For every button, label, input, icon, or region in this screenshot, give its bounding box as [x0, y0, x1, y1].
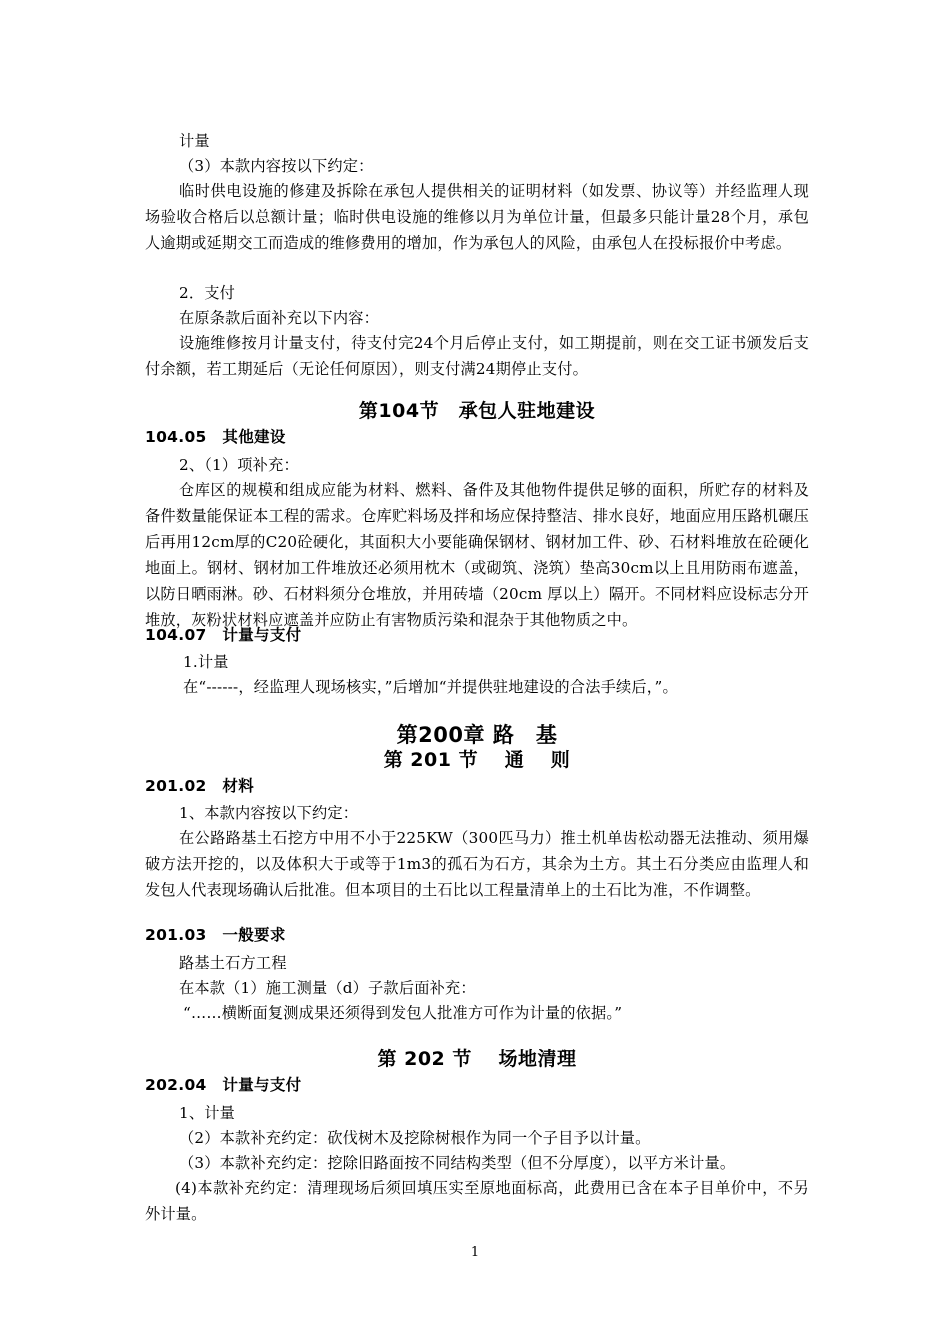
paragraph: （3）本款补充约定：挖除旧路面按不同结构类型（但不分厚度），以平方米计量。 — [179, 1154, 736, 1172]
paragraph: 在“------，经监理人现场核实，”后增加“并提供驻地建设的合法手续后，”。 — [183, 678, 678, 696]
section-heading: 第 201 节 通 则 — [383, 749, 571, 771]
paragraph: 仓库区的规模和组成应能为材料、燃料、备件及其他物件提供足够的面积，所贮存的材料及备件数量能保证本工程的需求。仓库贮料场及拌和场应保持整洁、排水良好，地面应用压路机碾压后再用12cm厚的C20砼硬化，其面积大小要能确保钢材、钢材加工件、砂、石材料堆放在砼硬化地面上。钢材、钢材加工件堆放还必须用枕木（或砌筑、浇筑）垫高30cm以上且用防雨布遮盖，以防日晒雨淋。砂、石材料须分仓堆放，并用砖墙（20cm 厚以上）隔开。不同材料应设标志分开堆放，灰粉状材料应遮盖并应防止有害物质污染和混杂于其他物质之中。 — [145, 481, 809, 629]
paragraph: 路基土石方工程 — [179, 954, 287, 972]
paragraph: “……横断面复测成果还须得到发包人批准方可作为计量的依据。” — [183, 1004, 623, 1022]
paragraph: （3）本款内容按以下约定： — [179, 157, 374, 175]
paragraph: (4)本款补充约定：清理现场后须回填压实至原地面标高，此费用已含在本子目单价中，不另外计量。 — [145, 1179, 809, 1223]
paragraph: （2）本款补充约定：砍伐树木及挖除树根作为同一个子目予以计量。 — [179, 1129, 651, 1147]
section-heading: 第 202 节 场地清理 — [377, 1048, 577, 1070]
paragraph: 临时供电设施的修建及拆除在承包人提供相关的证明材料（如发票、协议等）并经监理人现场验收合格后以总额计量；临时供电设施的维修以月为单位计量，但最多只能计量28个月，承包人逾期或延期交工而造成的维修费用的增加，作为承包人的风险，由承包人在投标报价中考虑。 — [145, 182, 809, 252]
section-heading: 第104节 承包人驻地建设 — [358, 400, 596, 422]
paragraph: 设施维修按月计量支付，待支付完24个月后停止支付，如工期提前，则在交工证书颁发后支付余额，若工期延后（无论任何原因），则支付满24期停止支付。 — [145, 334, 809, 378]
subsection-heading: 201.02 材料 — [145, 777, 255, 795]
chapter-heading: 第200章 路 基 — [396, 723, 558, 747]
subsection-heading: 201.03 一般要求 — [145, 926, 286, 944]
subsection-heading: 104.05 其他建设 — [145, 428, 286, 446]
paragraph: 在公路路基土石挖方中用不小于225KW（300匹马力）推土机单齿松动器无法推动、须用爆破方法开挖的，以及体积大于或等于1m3的孤石为石方，其余为土方。其土石分类应由监理人和发包人代表现场确认后批准。但本项目的土石比以工程量清单上的土石比为准，不作调整。 — [145, 829, 809, 899]
page-number: 1 — [470, 1245, 480, 1260]
paragraph: 1、本款内容按以下约定： — [179, 804, 359, 822]
paragraph: 2．支付 — [179, 284, 236, 302]
paragraph: 2、（1）项补充： — [179, 456, 299, 474]
paragraph: 在本款（1）施工测量（d）子款后面补充： — [179, 979, 476, 997]
subsection-heading: 104.07 计量与支付 — [145, 626, 302, 644]
paragraph: 1、计量 — [179, 1104, 236, 1122]
paragraph: 在原条款后面补充以下内容： — [179, 309, 380, 327]
paragraph: 计量 — [179, 132, 210, 150]
paragraph: 1.计量 — [183, 653, 229, 671]
subsection-heading: 202.04 计量与支付 — [145, 1076, 302, 1094]
